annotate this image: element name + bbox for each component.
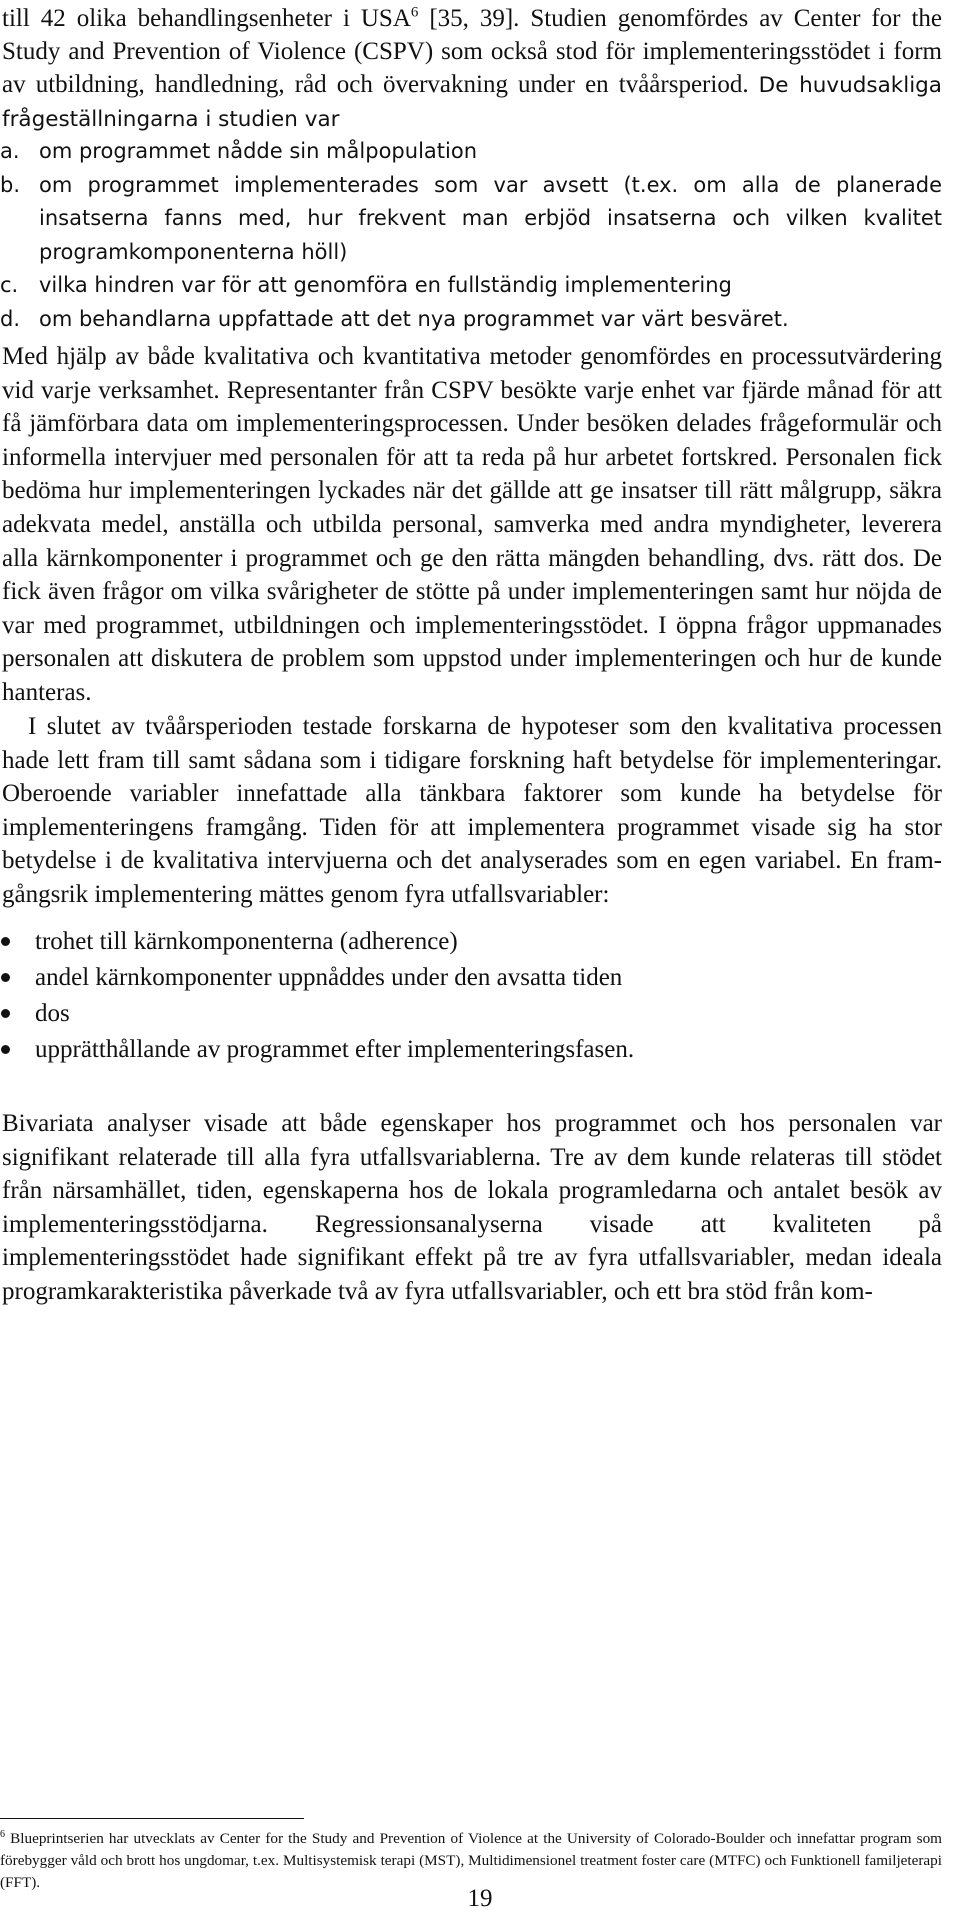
- list-marker: b.: [0, 172, 21, 197]
- list-item: [0, 996, 940, 1032]
- list-item: [0, 1032, 940, 1068]
- research-questions-list: [0, 135, 942, 337]
- method-paragraph: [2, 340, 942, 710]
- footnote-divider: [0, 1818, 304, 1819]
- list-item-text: om behandlarna uppfattade att det nya programmet var värt besväret.: [39, 306, 789, 331]
- list-item-text: trohet till kärnkomponenterna (adherence): [35, 928, 458, 955]
- list-item: [0, 169, 942, 270]
- analysis-paragraph: [2, 1107, 942, 1309]
- list-marker: a.: [0, 139, 20, 163]
- list-item: [0, 269, 942, 303]
- bullet-icon: [1, 937, 10, 946]
- bullet-icon: [1, 1009, 10, 1018]
- hypothesis-paragraph: [2, 710, 942, 912]
- list-marker: c.: [0, 273, 19, 298]
- hypothesis-text: I slutet av tvåårsperioden testade forskarna de hypoteser som den kvalitativa processen hade lett fram till samt sådana som i tidigare forskning haft betydelse för implementeringar. Oberoende variabler innefattade alla tänkbara faktorer som kunde ha betydelse för implementeringens framgång. Tiden för att implementera programmet visade sig ha stor betydelse i de kvalitativa intervjuerna och det analyserades som en egen variabel. En framgångsrik implementering mättes genom fyra utfallsvariabler:: [2, 713, 942, 908]
- list-item: [0, 135, 942, 169]
- list-item-text: vilka hindren var för att genomföra en fullständig implementering: [39, 273, 732, 298]
- list-item-text: om programmet nådde sin målpopulation: [39, 139, 478, 163]
- bullet-icon: [1, 1045, 10, 1054]
- footnote-text: Blueprintserien har utvecklats av Center for the Study and Prevention of Violence at the University of Colorado-Boulder och innefattar program som förebygger våld och brott hos ungdomar, t.ex. Multisystemisk terapi (MST), Multidimensionel treatment foster care (MTFC) och Funktionell familjeterapi (FFT).: [0, 1830, 942, 1891]
- list-marker: d.: [0, 306, 21, 331]
- list-item: [0, 303, 942, 337]
- intro-text-cont: [35, 39]. Studien genomfördes av Center for the Study and Prevention of Violence (CSPV) som också stod för implementeringsstödet i form av utbildning, handledning, råd och övervakning under en tvåårsperiod.: [2, 5, 942, 98]
- method-text: Med hjälp av både kvalitativa och kvantitativa metoder genomfördes en processutvärdering vid varje verksamhet. Representanter från CSPV besökte varje enhet var fjärde månad för att få jämförbara data om implementeringsprocessen. Under besöken delades frågeformulär och informella intervjuer med personalen för att ta reda på hur arbetet fortskred. Personalen fick bedöma hur implementeringen lyckades när det gällde att ge insatser till rätt målgrupp, säkra adekvata medel, anställa och utbilda personal, samverka med andra myndigheter, leverera alla kärnkomponenter i programmet och ge den rätta mängden behandling, dvs. rätt dos. De fick även frågor om vilka svårigheter de stötte på under implementeringen samt hur nöjda de var med programmet, utbildningen och implementeringsstödet. I öppna frågor uppmanades personalen att diskutera de problem som uppstod under implementeringen och hur de kunde hanteras.: [2, 343, 942, 706]
- intro-paragraph: [2, 2, 942, 136]
- intro-text: till 42 olika behandlingsenheter i USA: [2, 5, 411, 32]
- list-item-text: om programmet implementerades som var avsett (t.ex. om alla de planerade insatserna fanns med, hur frekvent man erbjöd insatserna och vilken kvalitet programkomponenterna höll): [39, 172, 942, 264]
- list-item: [0, 960, 940, 996]
- page-number: 19: [467, 1885, 493, 1912]
- bullet-icon: [1, 973, 10, 982]
- analysis-text: Bivariata analyser visade att både egenskaper hos programmet och hos personalen var signifikant relaterade till alla fyra utfallsvariablerna. Tre av dem kunde relateras till stödet från närsamhället, tiden, egenskaperna hos de lokala programledarna och antalet besök av implementeringsstödjarna. Regressionsanalyserna visade att kvaliteten på implementeringsstödet hade signifikant effekt på tre av fyra utfallsvariabler, medan ideala programkarakteristika påverkade två av fyra utfallsvariabler, och ett bra stöd från kom-: [2, 1110, 942, 1305]
- list-item-text: upprätthållande av programmet efter implementeringsfasen.: [35, 1036, 635, 1063]
- footnote-number: 6: [0, 1828, 5, 1840]
- list-item-text: dos: [35, 1000, 70, 1027]
- list-item-text: andel kärnkomponenter uppnåddes under den avsatta tiden: [35, 964, 623, 991]
- list-item: [0, 924, 940, 960]
- footnote-reference: 6: [410, 4, 419, 21]
- research-questions-intro: De huvudsakliga frågeställningarna i studien var: [2, 73, 942, 132]
- outcome-variables-list: [0, 924, 940, 1068]
